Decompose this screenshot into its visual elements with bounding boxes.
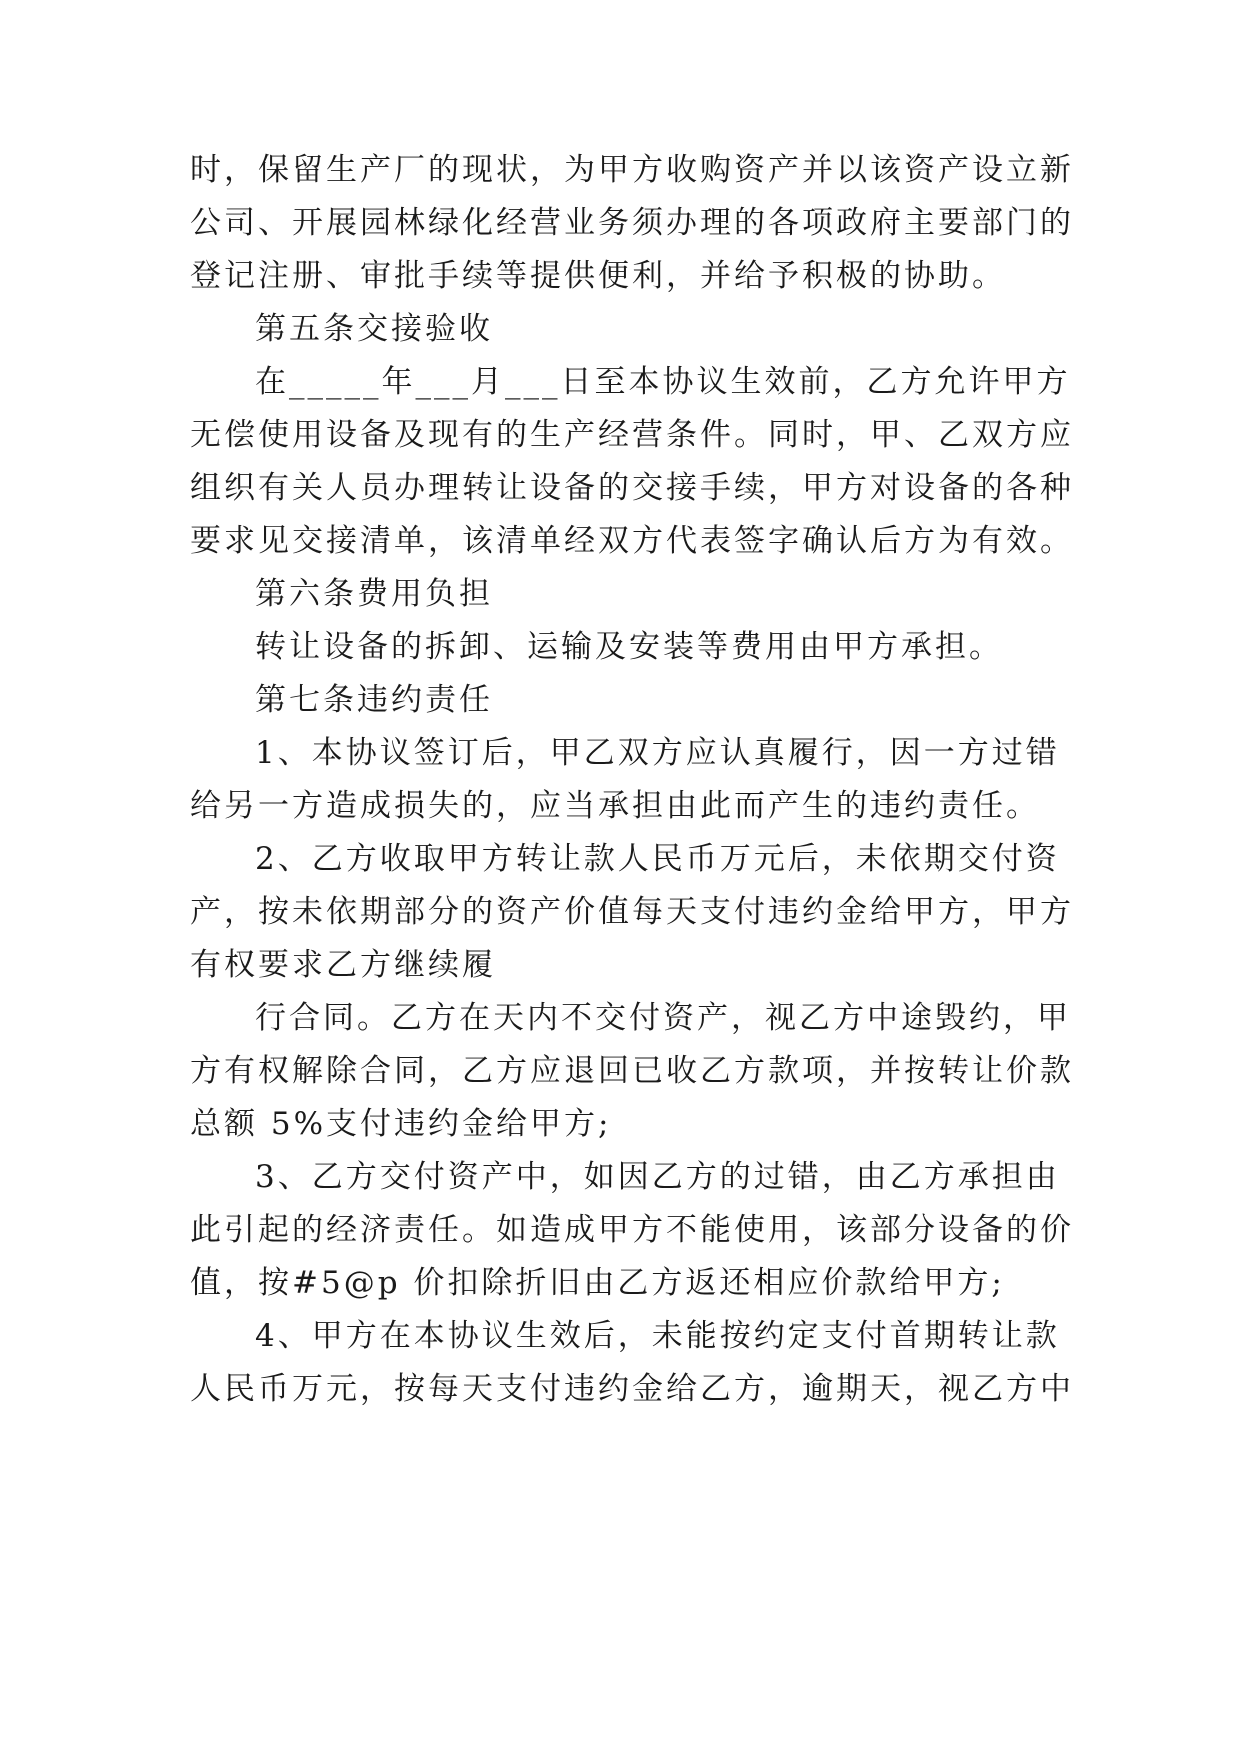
- body-text-line: 公司、开展园林绿化经营业务须办理的各项政府主要部门的: [190, 205, 1074, 241]
- body-text-line: 此引起的经济责任。如造成甲方不能使用，该部分设备的价: [190, 1212, 1074, 1248]
- body-text-line: 要求见交接清单，该清单经双方代表签字确认后方为有效。: [190, 523, 1074, 559]
- body-text-line: 4、甲方在本协议生效后，未能按约定支付首期转让款: [255, 1318, 1060, 1354]
- section-heading: 第五条交接验收: [255, 311, 493, 347]
- body-text-line: 1、本协议签订后，甲乙双方应认真履行，因一方过错: [255, 735, 1060, 771]
- body-text-line: 人民币万元，按每天支付违约金给乙方，逾期天，视乙方中: [190, 1371, 1074, 1407]
- body-text-line: 3、乙方交付资产中，如因乙方的过错，由乙方承担由: [255, 1159, 1060, 1195]
- body-text-line: 行合同。乙方在天内不交付资产，视乙方中途毁约，甲: [255, 1000, 1071, 1036]
- body-text-line: 方有权解除合同，乙方应退回已收乙方款项，并按转让价款: [190, 1053, 1074, 1089]
- body-text-line: 时，保留生产厂的现状，为甲方收购资产并以该资产设立新: [190, 152, 1074, 188]
- body-text-line: 登记注册、审批手续等提供便利，并给予积极的协助。: [190, 258, 1006, 294]
- body-text-line: 转让设备的拆卸、运输及安装等费用由甲方承担。: [255, 629, 1003, 665]
- body-text-line: 有权要求乙方继续履: [190, 947, 496, 983]
- body-text-line: 产，按未依期部分的资产价值每天支付违约金给甲方，甲方: [190, 894, 1074, 930]
- body-text-line: 2、乙方收取甲方转让款人民币万元后，未依期交付资: [255, 841, 1060, 877]
- section-heading: 第七条违约责任: [255, 682, 493, 718]
- body-text-line: 值，按#5@p 价扣除折旧由乙方返还相应价款给甲方;: [190, 1265, 1005, 1301]
- body-text-line: 无偿使用设备及现有的生产经营条件。同时，甲、乙双方应: [190, 417, 1074, 453]
- body-text-line: 在_____年___月___日至本协议生效前，乙方允许甲方: [255, 364, 1071, 400]
- body-text-line: 给另一方造成损失的，应当承担由此而产生的违约责任。: [190, 788, 1040, 824]
- section-heading: 第六条费用负担: [255, 576, 493, 612]
- body-text-line: 总额 5%支付违约金给甲方;: [190, 1106, 612, 1142]
- body-text-line: 组织有关人员办理转让设备的交接手续，甲方对设备的各种: [190, 470, 1074, 506]
